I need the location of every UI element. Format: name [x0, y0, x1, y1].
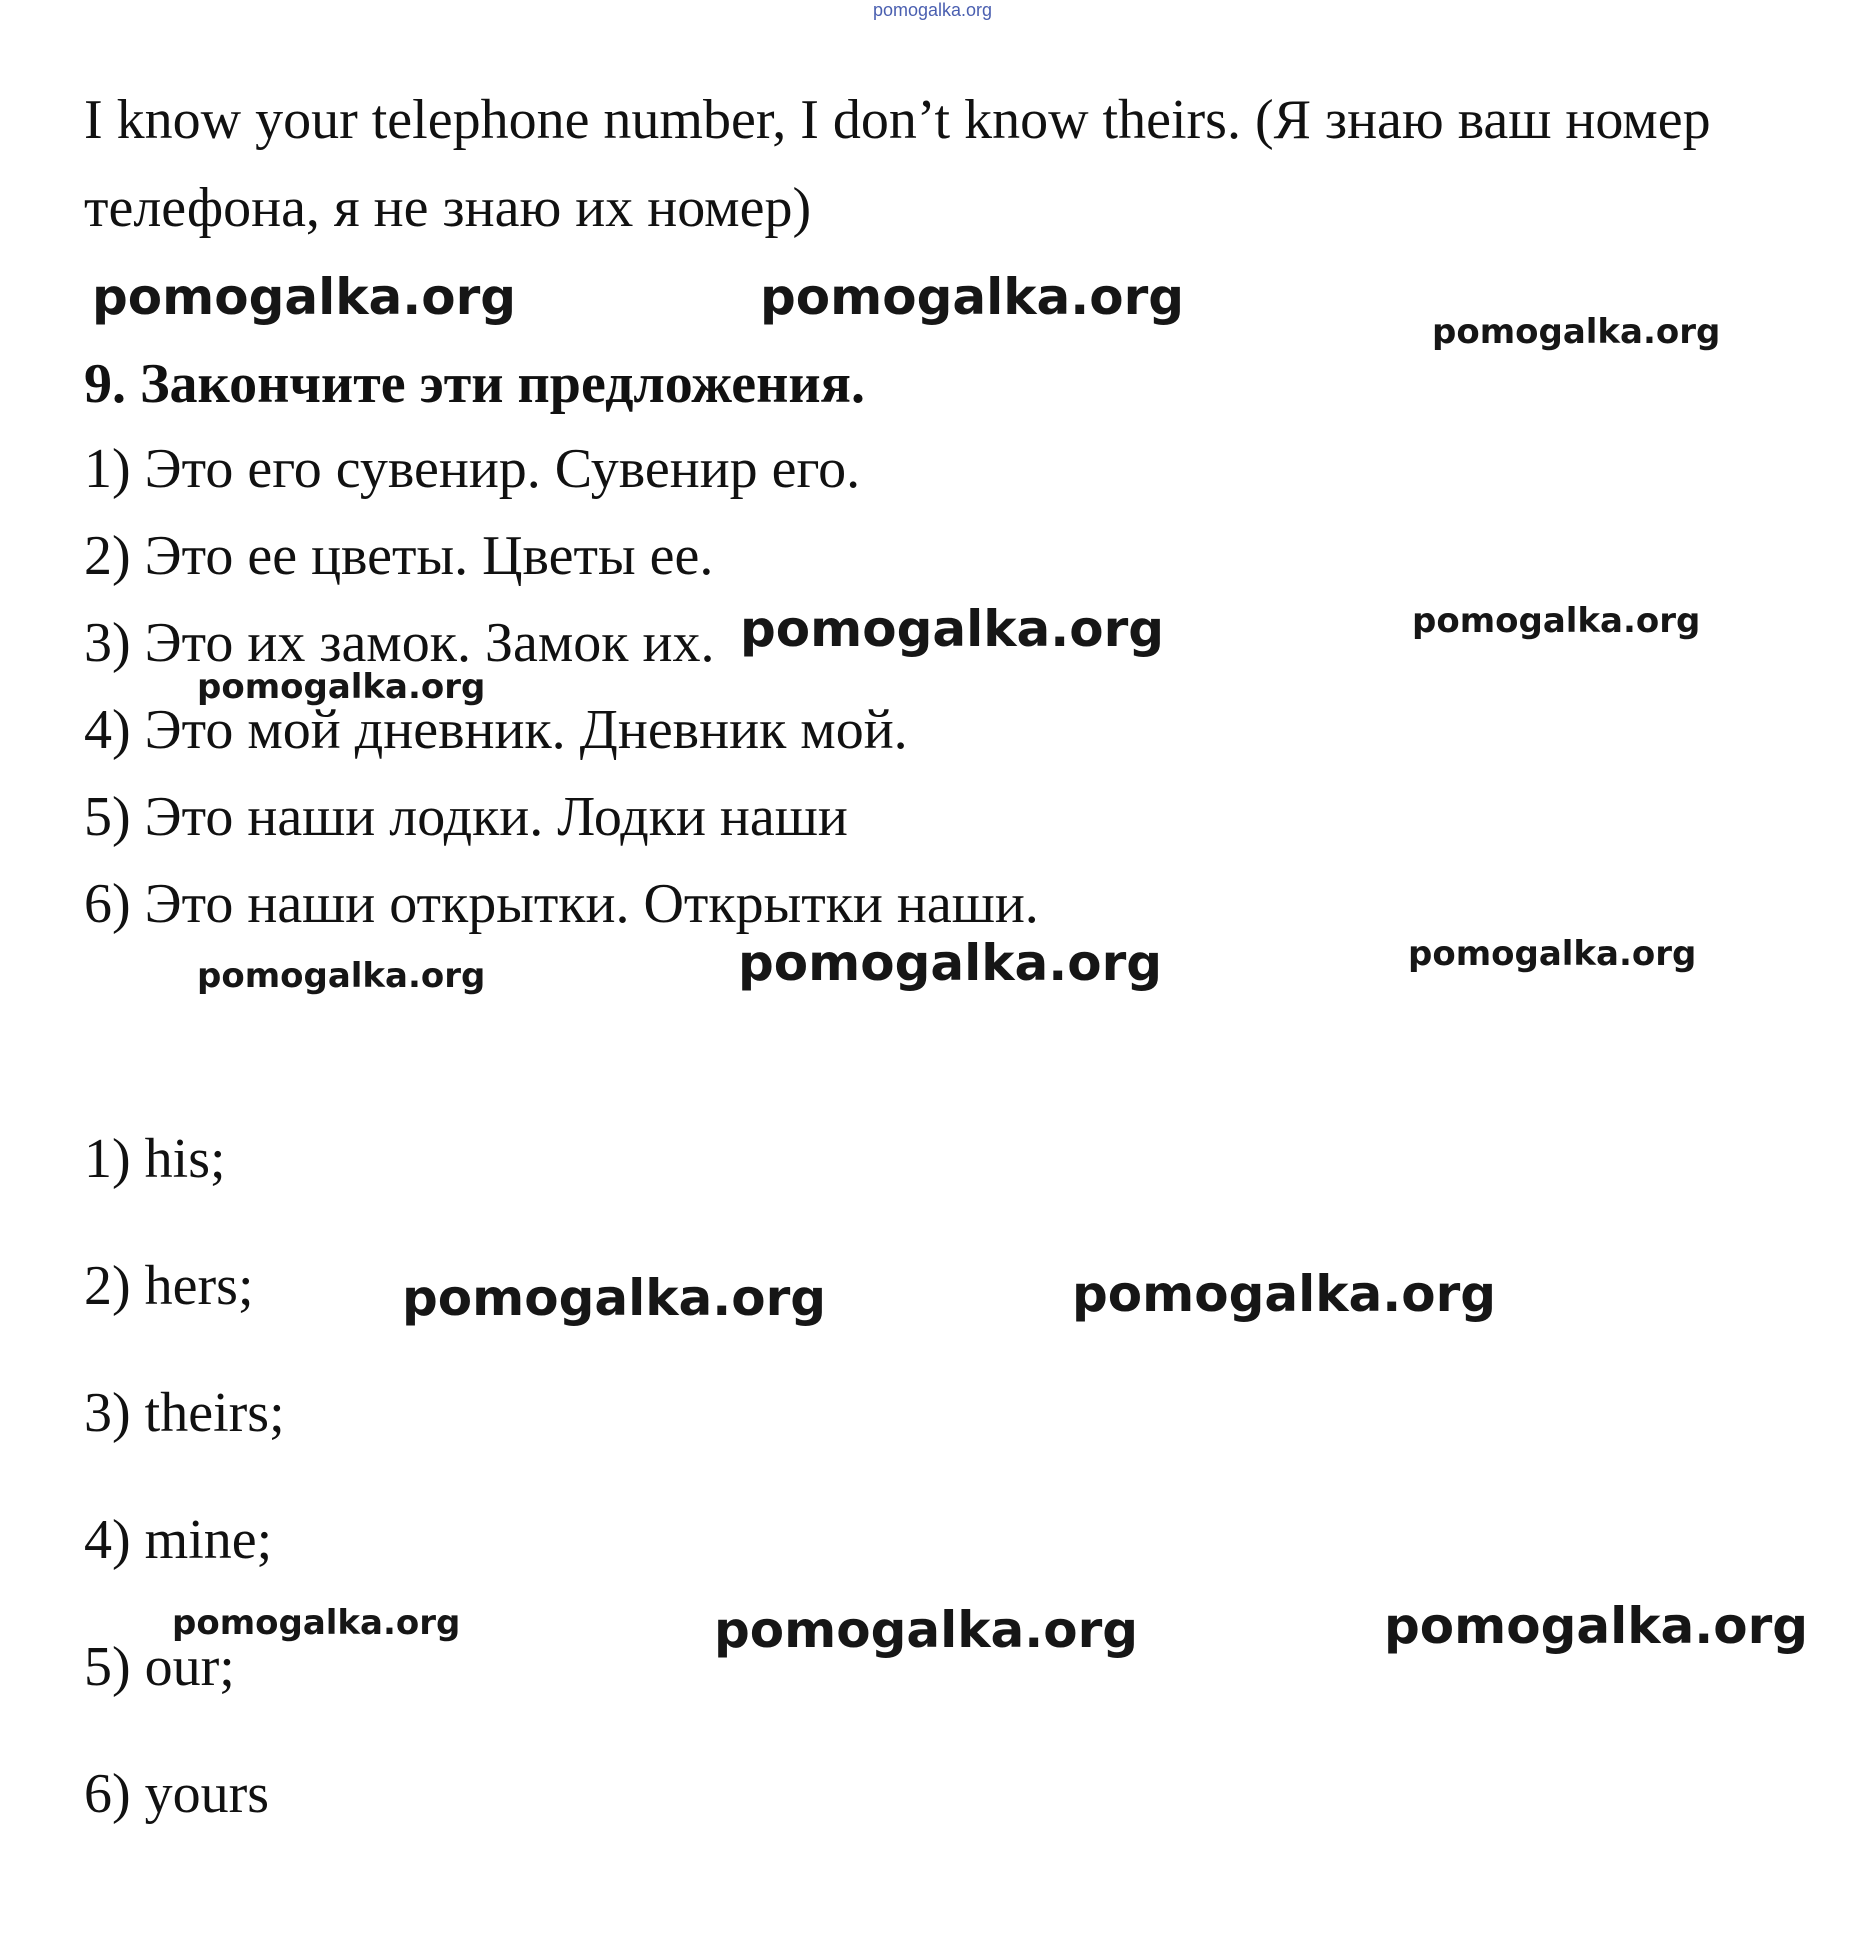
exercise-heading: 9. Закончите эти предложения. [84, 353, 865, 415]
answer-item: 5) our; [84, 1636, 235, 1698]
watermark: pomogalka.org [1412, 601, 1701, 641]
watermark: pomogalka.org [738, 934, 1163, 992]
watermark: pomogalka.org [1408, 934, 1697, 974]
answer-item: 4) mine; [84, 1509, 273, 1571]
intro-line-2: телефона, я не знаю их номер) [84, 177, 812, 239]
intro-line-1: I know your telephone number, I don’t know theirs. (Я знаю ваш номер [84, 89, 1711, 151]
watermark: pomogalka.org [402, 1269, 827, 1327]
answer-item: 1) his; [84, 1128, 226, 1190]
sentence-item: 5) Это наши лодки. Лодки наши [84, 786, 848, 848]
watermark: pomogalka.org [172, 1603, 461, 1643]
watermark: pomogalka.org [1072, 1265, 1497, 1323]
sentence-item: 6) Это наши открытки. Открытки наши. [84, 873, 1039, 935]
watermark: pomogalka.org [740, 600, 1165, 658]
sentence-item: 4) Это мой дневник. Дневник мой. [84, 699, 908, 761]
watermark: pomogalka.org [760, 268, 1185, 326]
answer-item: 3) theirs; [84, 1382, 285, 1444]
answer-item: 2) hers; [84, 1255, 254, 1317]
watermark: pomogalka.org [1432, 312, 1721, 352]
top-watermark: pomogalka.org [872, 0, 993, 20]
sentence-item: 1) Это его сувенир. Сувенир его. [84, 438, 861, 500]
answer-item: 6) yours [84, 1763, 270, 1825]
watermark: pomogalka.org [92, 268, 517, 326]
sentence-item: 3) Это их замок. Замок их. [84, 612, 715, 674]
watermark: pomogalka.org [714, 1601, 1139, 1659]
watermark: pomogalka.org [197, 667, 486, 707]
watermark: pomogalka.org [197, 956, 486, 996]
watermark: pomogalka.org [1384, 1597, 1809, 1655]
sentence-item: 2) Это ее цветы. Цветы ее. [84, 525, 714, 587]
